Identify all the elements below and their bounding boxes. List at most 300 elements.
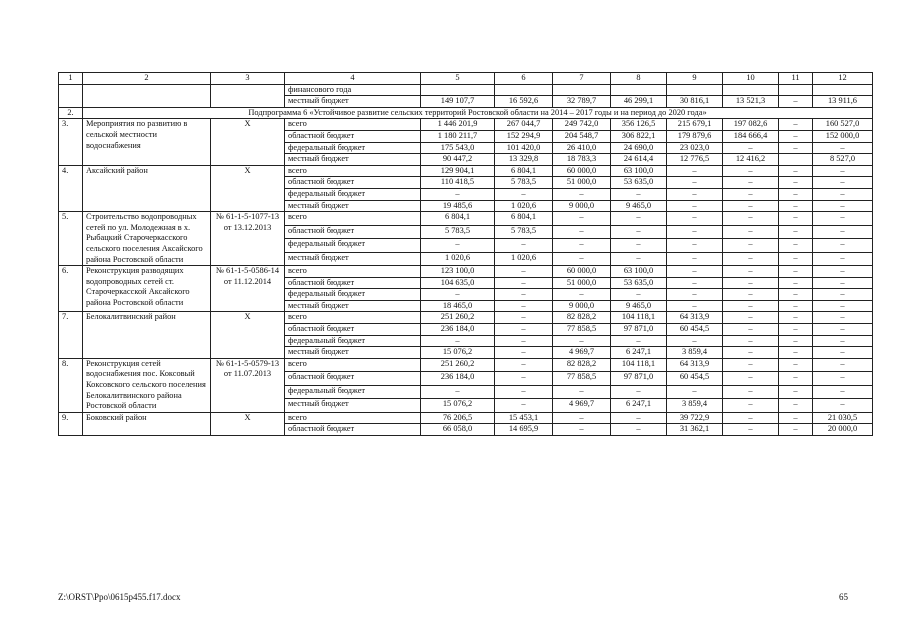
amount-cell: 104 635,0 [421, 277, 495, 289]
measure-name-cell [83, 84, 211, 107]
amount-cell: 53 635,0 [611, 177, 667, 189]
amount-cell: – [723, 200, 779, 212]
amount-cell: – [779, 96, 813, 108]
amount-cell: – [779, 300, 813, 312]
amount-cell: – [813, 399, 873, 413]
amount-cell: 82 828,2 [553, 358, 611, 371]
amount-cell: – [779, 312, 813, 324]
amount-cell: 5 783,5 [495, 177, 553, 189]
amount-cell: 13 911,6 [813, 96, 873, 108]
amount-cell: – [779, 358, 813, 371]
amount-cell: 249 742,0 [553, 119, 611, 131]
amount-cell: – [779, 165, 813, 177]
amount-cell: 149 107,7 [421, 96, 495, 108]
amount-cell: – [813, 312, 873, 324]
amount-cell: 3 859,4 [667, 399, 723, 413]
amount-cell: – [553, 412, 611, 424]
amount-cell: 64 313,9 [667, 312, 723, 324]
decree-cell: № 61-1-5-0579-13 от 11.07.2013 [211, 358, 285, 412]
amount-cell: – [723, 300, 779, 312]
amount-cell: – [611, 424, 667, 436]
funding-source-cell: местный бюджет [285, 96, 421, 108]
amount-cell: 26 410,0 [553, 142, 611, 154]
amount-cell: – [779, 335, 813, 347]
amount-cell: 51 000,0 [553, 277, 611, 289]
amount-cell: – [813, 300, 873, 312]
amount-cell: 8 527,0 [813, 154, 873, 166]
amount-cell: – [553, 188, 611, 200]
amount-cell: 160 527,0 [813, 119, 873, 131]
amount-cell: – [421, 385, 495, 398]
row-number-cell: 5. [59, 212, 83, 266]
row-number-cell: 2. [59, 107, 83, 119]
amount-cell: – [495, 277, 553, 289]
amount-cell: 39 722,9 [667, 412, 723, 424]
amount-cell: – [723, 385, 779, 398]
amount-cell: – [553, 424, 611, 436]
amount-cell: – [421, 239, 495, 252]
funding-source-cell: всего [285, 266, 421, 278]
amount-cell: 18 465,0 [421, 300, 495, 312]
amount-cell: 32 789,7 [553, 96, 611, 108]
amount-cell: – [723, 212, 779, 225]
amount-cell: – [813, 200, 873, 212]
amount-cell: – [779, 142, 813, 154]
amount-cell: – [495, 372, 553, 385]
page-number: 65 [839, 592, 848, 602]
amount-cell: – [553, 289, 611, 301]
table-header-row [59, 73, 873, 85]
amount-cell: 13 521,3 [723, 96, 779, 108]
amount-cell: – [553, 252, 611, 266]
table-row [59, 84, 873, 96]
amount-cell: 31 362,1 [667, 424, 723, 436]
amount-cell: – [667, 277, 723, 289]
amount-cell: – [723, 335, 779, 347]
measure-name-cell: Строительство водопроводных сетей по ул. Молодежная в х. Рыбацкий Старочеркасского сельского поселения Аксайского района Ростовской области [83, 212, 211, 266]
amount-cell: – [813, 335, 873, 347]
amount-cell: 20 000,0 [813, 424, 873, 436]
amount-cell: 251 260,2 [421, 312, 495, 324]
amount-cell: – [553, 335, 611, 347]
funding-source-cell: всего [285, 312, 421, 324]
amount-cell: 64 313,9 [667, 358, 723, 371]
amount-cell: 9 000,0 [553, 300, 611, 312]
amount-cell: – [667, 239, 723, 252]
row-number-cell: 6. [59, 266, 83, 312]
amount-cell: 236 184,0 [421, 324, 495, 336]
amount-cell: – [667, 165, 723, 177]
column-number-cell: 3 [211, 73, 285, 85]
amount-cell: – [723, 239, 779, 252]
amount-cell: – [495, 289, 553, 301]
funding-source-cell: местный бюджет [285, 154, 421, 166]
amount-cell: 6 804,1 [495, 165, 553, 177]
funding-source-cell: областной бюджет [285, 225, 421, 238]
amount-cell: 97 871,0 [611, 372, 667, 385]
amount-cell: 9 465,0 [611, 300, 667, 312]
amount-cell: – [495, 358, 553, 371]
amount-cell: 1 446 201,9 [421, 119, 495, 131]
amount-cell: – [553, 225, 611, 238]
funding-source-cell: финансового года [285, 84, 421, 96]
funding-source-cell: федеральный бюджет [285, 335, 421, 347]
amount-cell: – [813, 358, 873, 371]
amount-cell: 1 020,6 [495, 252, 553, 266]
funding-source-cell: областной бюджет [285, 177, 421, 189]
amount-cell: – [813, 252, 873, 266]
amount-cell: 24 614,4 [611, 154, 667, 166]
amount-cell: – [611, 289, 667, 301]
amount-cell: 63 100,0 [611, 165, 667, 177]
decree-cell: Х [211, 312, 285, 358]
amount-cell: 12 776,5 [667, 154, 723, 166]
amount-cell: – [667, 252, 723, 266]
amount-cell: 267 044,7 [495, 119, 553, 131]
amount-cell: 90 447,2 [421, 154, 495, 166]
amount-cell: 15 076,2 [421, 347, 495, 359]
amount-cell: – [813, 277, 873, 289]
amount-cell: – [723, 165, 779, 177]
amount-cell: 51 000,0 [553, 177, 611, 189]
amount-cell: 6 804,1 [495, 212, 553, 225]
amount-cell: – [813, 165, 873, 177]
amount-cell: 251 260,2 [421, 358, 495, 371]
measure-name-cell: Аксайский район [83, 165, 211, 211]
decree-cell: Х [211, 119, 285, 165]
table-row [59, 165, 873, 177]
amount-cell: 123 100,0 [421, 266, 495, 278]
amount-cell: – [611, 188, 667, 200]
measure-name-cell: Мероприятия по развитию в сельской местности водоснабжения [83, 119, 211, 165]
funding-source-cell: областной бюджет [285, 324, 421, 336]
decree-cell: Х [211, 165, 285, 211]
row-number-cell: 8. [59, 358, 83, 412]
decree-cell [211, 84, 285, 107]
funding-source-cell: областной бюджет [285, 277, 421, 289]
amount-cell: – [779, 372, 813, 385]
amount-cell: – [667, 225, 723, 238]
amount-cell: – [553, 239, 611, 252]
amount-cell: – [667, 289, 723, 301]
column-number-cell: 12 [813, 73, 873, 85]
amount-cell: 6 804,1 [421, 212, 495, 225]
amount-cell: – [813, 289, 873, 301]
amount-cell: 24 690,0 [611, 142, 667, 154]
amount-cell: 104 118,1 [611, 312, 667, 324]
amount-cell: – [723, 424, 779, 436]
amount-cell: 6 247,1 [611, 347, 667, 359]
amount-cell: – [779, 277, 813, 289]
amount-cell: – [611, 225, 667, 238]
amount-cell: 82 828,2 [553, 312, 611, 324]
amount-cell: 5 783,5 [495, 225, 553, 238]
row-number-cell: 9. [59, 412, 83, 435]
amount-cell: 53 635,0 [611, 277, 667, 289]
amount-cell: 15 076,2 [421, 399, 495, 413]
amount-cell: – [779, 212, 813, 225]
amount-cell: – [779, 399, 813, 413]
amount-cell: – [813, 347, 873, 359]
amount-cell: 152 294,9 [495, 130, 553, 142]
amount-cell: – [779, 130, 813, 142]
funding-source-cell: местный бюджет [285, 399, 421, 413]
column-number-cell: 10 [723, 73, 779, 85]
funding-source-cell: всего [285, 412, 421, 424]
amount-cell: – [779, 289, 813, 301]
amount-cell: – [779, 252, 813, 266]
amount-cell: – [813, 266, 873, 278]
table-row [59, 358, 873, 371]
amount-cell: 21 030,5 [813, 412, 873, 424]
column-number-cell: 6 [495, 73, 553, 85]
amount-cell: – [495, 335, 553, 347]
amount-cell: 356 126,5 [611, 119, 667, 131]
amount-cell: 46 299,1 [611, 96, 667, 108]
amount-cell: 6 247,1 [611, 399, 667, 413]
amount-cell: 13 329,8 [495, 154, 553, 166]
measure-name-cell: Боковский район [83, 412, 211, 435]
amount-cell: – [495, 300, 553, 312]
amount-cell: – [553, 385, 611, 398]
amount-cell: – [723, 142, 779, 154]
funding-source-cell: всего [285, 212, 421, 225]
amount-cell: – [813, 188, 873, 200]
budget-table [58, 72, 873, 436]
amount-cell: – [779, 347, 813, 359]
row-number-cell: 4. [59, 165, 83, 211]
amount-cell: – [723, 188, 779, 200]
amount-cell: 4 969,7 [553, 347, 611, 359]
funding-source-cell: федеральный бюджет [285, 385, 421, 398]
amount-cell [421, 84, 495, 96]
amount-cell [553, 84, 611, 96]
amount-cell: 5 783,5 [421, 225, 495, 238]
amount-cell: 30 816,1 [667, 96, 723, 108]
funding-source-cell: местный бюджет [285, 200, 421, 212]
amount-cell: – [813, 142, 873, 154]
amount-cell: – [779, 385, 813, 398]
amount-cell: – [723, 252, 779, 266]
amount-cell: – [779, 188, 813, 200]
amount-cell: 9 000,0 [553, 200, 611, 212]
amount-cell [495, 84, 553, 96]
decree-cell: № 61-1-5-0586-14 от 11.12.2014 [211, 266, 285, 312]
funding-source-cell: федеральный бюджет [285, 289, 421, 301]
amount-cell: – [421, 335, 495, 347]
amount-cell: 15 453,1 [495, 412, 553, 424]
amount-cell: – [723, 399, 779, 413]
amount-cell: – [723, 312, 779, 324]
row-number-cell [59, 84, 83, 107]
amount-cell: 215 679,1 [667, 119, 723, 131]
funding-source-cell: местный бюджет [285, 347, 421, 359]
amount-cell: – [611, 412, 667, 424]
amount-cell: – [779, 239, 813, 252]
amount-cell: 60 000,0 [553, 266, 611, 278]
amount-cell: 60 454,5 [667, 324, 723, 336]
column-number-cell: 9 [667, 73, 723, 85]
amount-cell [779, 84, 813, 96]
amount-cell: – [667, 200, 723, 212]
amount-cell: – [813, 225, 873, 238]
table-row [59, 212, 873, 225]
amount-cell: – [495, 188, 553, 200]
row-number-cell: 7. [59, 312, 83, 358]
column-number-cell: 8 [611, 73, 667, 85]
amount-cell: 63 100,0 [611, 266, 667, 278]
amount-cell: – [495, 399, 553, 413]
amount-cell: 306 822,1 [611, 130, 667, 142]
amount-cell: – [667, 385, 723, 398]
funding-source-cell: местный бюджет [285, 252, 421, 266]
amount-cell: – [779, 177, 813, 189]
amount-cell: – [813, 239, 873, 252]
amount-cell: – [667, 212, 723, 225]
amount-cell: 23 023,0 [667, 142, 723, 154]
amount-cell: – [495, 347, 553, 359]
amount-cell: – [611, 335, 667, 347]
column-number-cell: 4 [285, 73, 421, 85]
amount-cell [813, 84, 873, 96]
decree-cell: Х [211, 412, 285, 435]
amount-cell [611, 84, 667, 96]
amount-cell: 18 783,3 [553, 154, 611, 166]
amount-cell: – [779, 225, 813, 238]
table-row [59, 312, 873, 324]
funding-source-cell: областной бюджет [285, 372, 421, 385]
funding-source-cell: федеральный бюджет [285, 239, 421, 252]
amount-cell: – [723, 177, 779, 189]
amount-cell: – [723, 225, 779, 238]
amount-cell: – [611, 252, 667, 266]
amount-cell: 16 592,6 [495, 96, 553, 108]
amount-cell: – [495, 324, 553, 336]
amount-cell: 1 020,6 [421, 252, 495, 266]
amount-cell: – [723, 412, 779, 424]
funding-source-cell: всего [285, 358, 421, 371]
amount-cell: 110 418,5 [421, 177, 495, 189]
amount-cell: 104 118,1 [611, 358, 667, 371]
row-number-cell: 3. [59, 119, 83, 165]
column-number-cell: 2 [83, 73, 211, 85]
funding-source-cell: федеральный бюджет [285, 142, 421, 154]
measure-name-cell: Реконструкция сетей водоснабжения пос. Коксовый Коксовского сельского поселения Белокалитвинского района Ростовской области [83, 358, 211, 412]
amount-cell: 77 858,5 [553, 372, 611, 385]
amount-cell: – [779, 200, 813, 212]
amount-cell: – [667, 335, 723, 347]
amount-cell: 66 058,0 [421, 424, 495, 436]
subprogram-row [59, 107, 873, 119]
amount-cell: 9 465,0 [611, 200, 667, 212]
amount-cell: – [779, 412, 813, 424]
amount-cell: – [495, 239, 553, 252]
column-number-cell: 5 [421, 73, 495, 85]
amount-cell: – [723, 289, 779, 301]
amount-cell: 184 666,4 [723, 130, 779, 142]
amount-cell: 76 206,5 [421, 412, 495, 424]
amount-cell: – [723, 324, 779, 336]
amount-cell: – [495, 266, 553, 278]
column-number-cell: 1 [59, 73, 83, 85]
amount-cell: – [421, 289, 495, 301]
measure-name-cell: Белокалитвинский район [83, 312, 211, 358]
amount-cell: – [779, 119, 813, 131]
amount-cell: 3 859,4 [667, 347, 723, 359]
funding-source-cell: областной бюджет [285, 424, 421, 436]
amount-cell: – [611, 239, 667, 252]
amount-cell [779, 154, 813, 166]
amount-cell: – [723, 277, 779, 289]
table-row [59, 412, 873, 424]
funding-source-cell: всего [285, 119, 421, 131]
amount-cell: – [723, 358, 779, 371]
amount-cell: – [813, 212, 873, 225]
amount-cell: – [421, 188, 495, 200]
amount-cell: – [495, 385, 553, 398]
amount-cell: 77 858,5 [553, 324, 611, 336]
amount-cell: 97 871,0 [611, 324, 667, 336]
amount-cell: – [667, 266, 723, 278]
amount-cell: 175 543,0 [421, 142, 495, 154]
amount-cell: – [723, 266, 779, 278]
table-row [59, 266, 873, 278]
column-number-cell: 11 [779, 73, 813, 85]
amount-cell: – [779, 324, 813, 336]
amount-cell: – [813, 324, 873, 336]
amount-cell: – [611, 385, 667, 398]
amount-cell: 129 904,1 [421, 165, 495, 177]
amount-cell: 197 082,6 [723, 119, 779, 131]
funding-source-cell: всего [285, 165, 421, 177]
amount-cell: 12 416,2 [723, 154, 779, 166]
document-file-path: Z:\ORST\Ppo\0615p455.f17.docx [58, 592, 181, 602]
amount-cell: – [779, 266, 813, 278]
column-number-cell: 7 [553, 73, 611, 85]
amount-cell: 60 454,5 [667, 372, 723, 385]
amount-cell: – [723, 372, 779, 385]
decree-cell: № 61-1-5-1077-13 от 13.12.2013 [211, 212, 285, 266]
amount-cell: 236 184,0 [421, 372, 495, 385]
amount-cell: – [723, 347, 779, 359]
amount-cell: – [813, 177, 873, 189]
amount-cell: 101 420,0 [495, 142, 553, 154]
amount-cell: 179 879,6 [667, 130, 723, 142]
amount-cell: – [667, 300, 723, 312]
amount-cell: – [495, 312, 553, 324]
amount-cell [667, 84, 723, 96]
measure-name-cell: Реконструкция разводящих водопроводных сетей ст. Старочеркасской Аксайского района Ростовской области [83, 266, 211, 312]
subprogram-title-cell: Подпрограмма 6 «Устойчивое развитие сельских территорий Ростовской области на 2014 – 2017 годы и на период до 2020 года» [83, 107, 873, 119]
funding-source-cell: местный бюджет [285, 300, 421, 312]
amount-cell: 152 000,0 [813, 130, 873, 142]
amount-cell: 19 485,6 [421, 200, 495, 212]
amount-cell: 14 695,9 [495, 424, 553, 436]
amount-cell: 60 000,0 [553, 165, 611, 177]
amount-cell: 4 969,7 [553, 399, 611, 413]
funding-source-cell: областной бюджет [285, 130, 421, 142]
amount-cell: 1 180 211,7 [421, 130, 495, 142]
amount-cell: – [553, 212, 611, 225]
amount-cell: 1 020,6 [495, 200, 553, 212]
amount-cell: – [813, 372, 873, 385]
amount-cell [723, 84, 779, 96]
funding-source-cell: федеральный бюджет [285, 188, 421, 200]
table-row [59, 119, 873, 131]
amount-cell: – [667, 177, 723, 189]
amount-cell: – [779, 424, 813, 436]
amount-cell: – [667, 188, 723, 200]
